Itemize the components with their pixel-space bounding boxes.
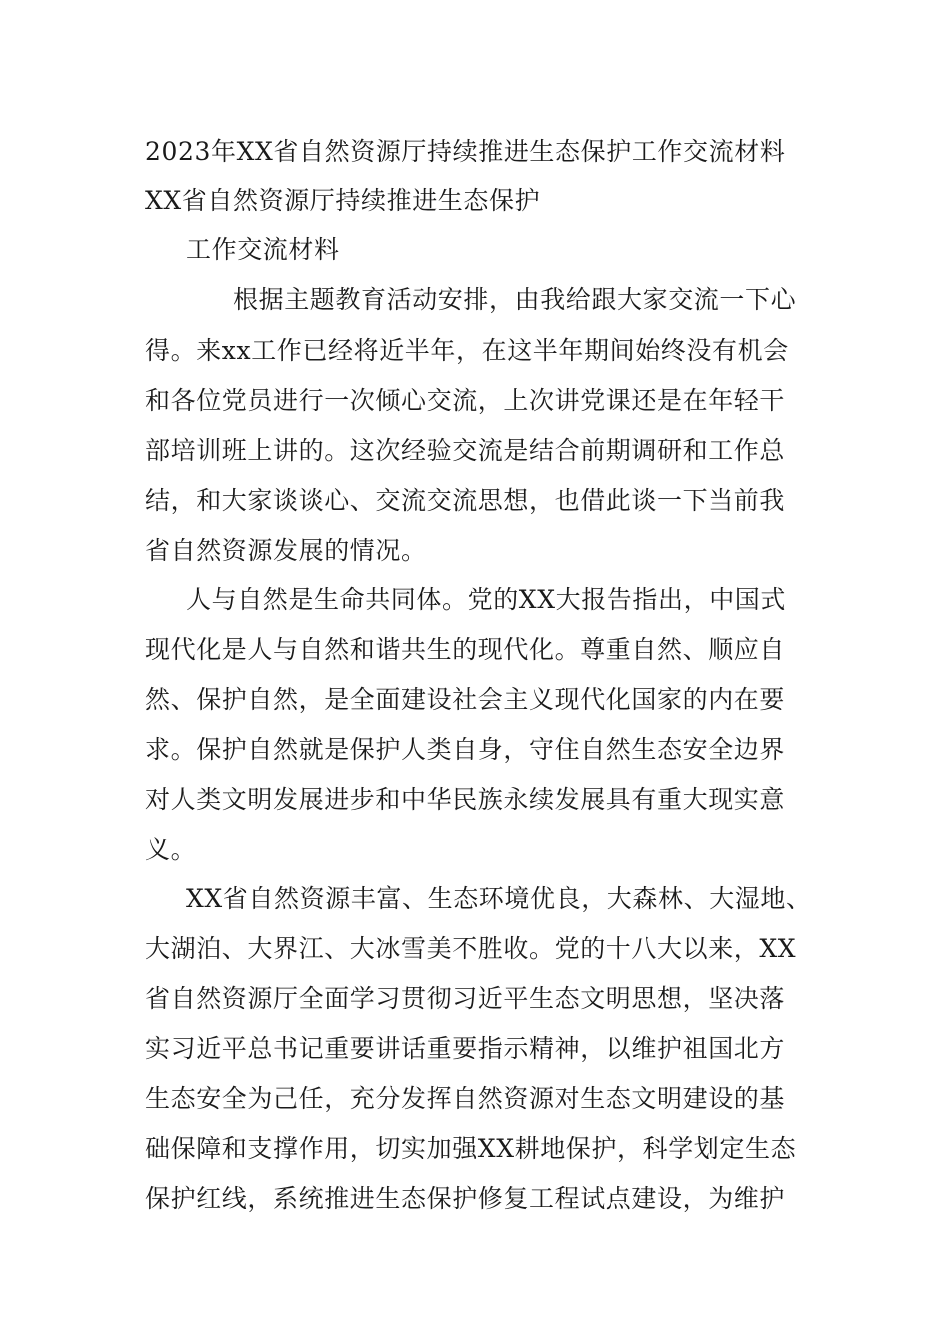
paragraph-line: 大湖泊、大界江、大冰雪美不胜收。党的十八大以来，XX	[145, 934, 797, 963]
paragraph-line: 义。	[145, 835, 197, 864]
paragraph-line: 根据主题教育活动安排，由我给跟大家交流一下心	[233, 285, 797, 314]
paragraph-line: 得。来xx工作已经将近半年，在这半年期间始终没有机会	[145, 336, 789, 365]
paragraph-line: 人与自然是生命共同体。党的XX大报告指出，中国式	[186, 585, 786, 614]
document-title-line-1: 2023年XX省自然资源厅持续推进生态保护工作交流材料	[145, 137, 786, 166]
document-title-line-2: XX省自然资源厅持续推进生态保护	[145, 186, 541, 215]
paragraph-line: 现代化是人与自然和谐共生的现代化。尊重自然、顺应自	[145, 635, 786, 664]
paragraph-line: 求。保护自然就是保护人类自身，守住自然生态安全边界	[145, 735, 786, 764]
paragraph-line: 对人类文明发展进步和中华民族永续发展具有重大现实意	[145, 785, 786, 814]
paragraph-line: XX省自然资源丰富、生态环境优良，大森林、大湿地、	[186, 884, 812, 913]
paragraph-line: 然、保护自然，是全面建设社会主义现代化国家的内在要	[145, 685, 786, 714]
paragraph-line: 础保障和支撑作用，切实加强XX耕地保护，科学划定生态	[145, 1134, 797, 1163]
paragraph-line: 和各位党员进行一次倾心交流，上次讲党课还是在年轻干	[145, 386, 786, 415]
paragraph-line: 省自然资源厅全面学习贯彻习近平生态文明思想，坚决落	[145, 984, 786, 1013]
document-subtitle: 工作交流材料	[186, 235, 340, 264]
paragraph-line: 生态安全为己任，充分发挥自然资源对生态文明建设的基	[145, 1084, 786, 1113]
paragraph-line: 省自然资源发展的情况。	[145, 536, 427, 565]
paragraph-line: 部培训班上讲的。这次经验交流是结合前期调研和工作总	[145, 436, 786, 465]
paragraph-line: 实习近平总书记重要讲话重要指示精神，以维护祖国北方	[145, 1034, 786, 1063]
paragraph-line: 结，和大家谈谈心、交流交流思想，也借此谈一下当前我	[145, 486, 786, 515]
paragraph-line: 保护红线，系统推进生态保护修复工程试点建设，为维护	[145, 1184, 786, 1213]
